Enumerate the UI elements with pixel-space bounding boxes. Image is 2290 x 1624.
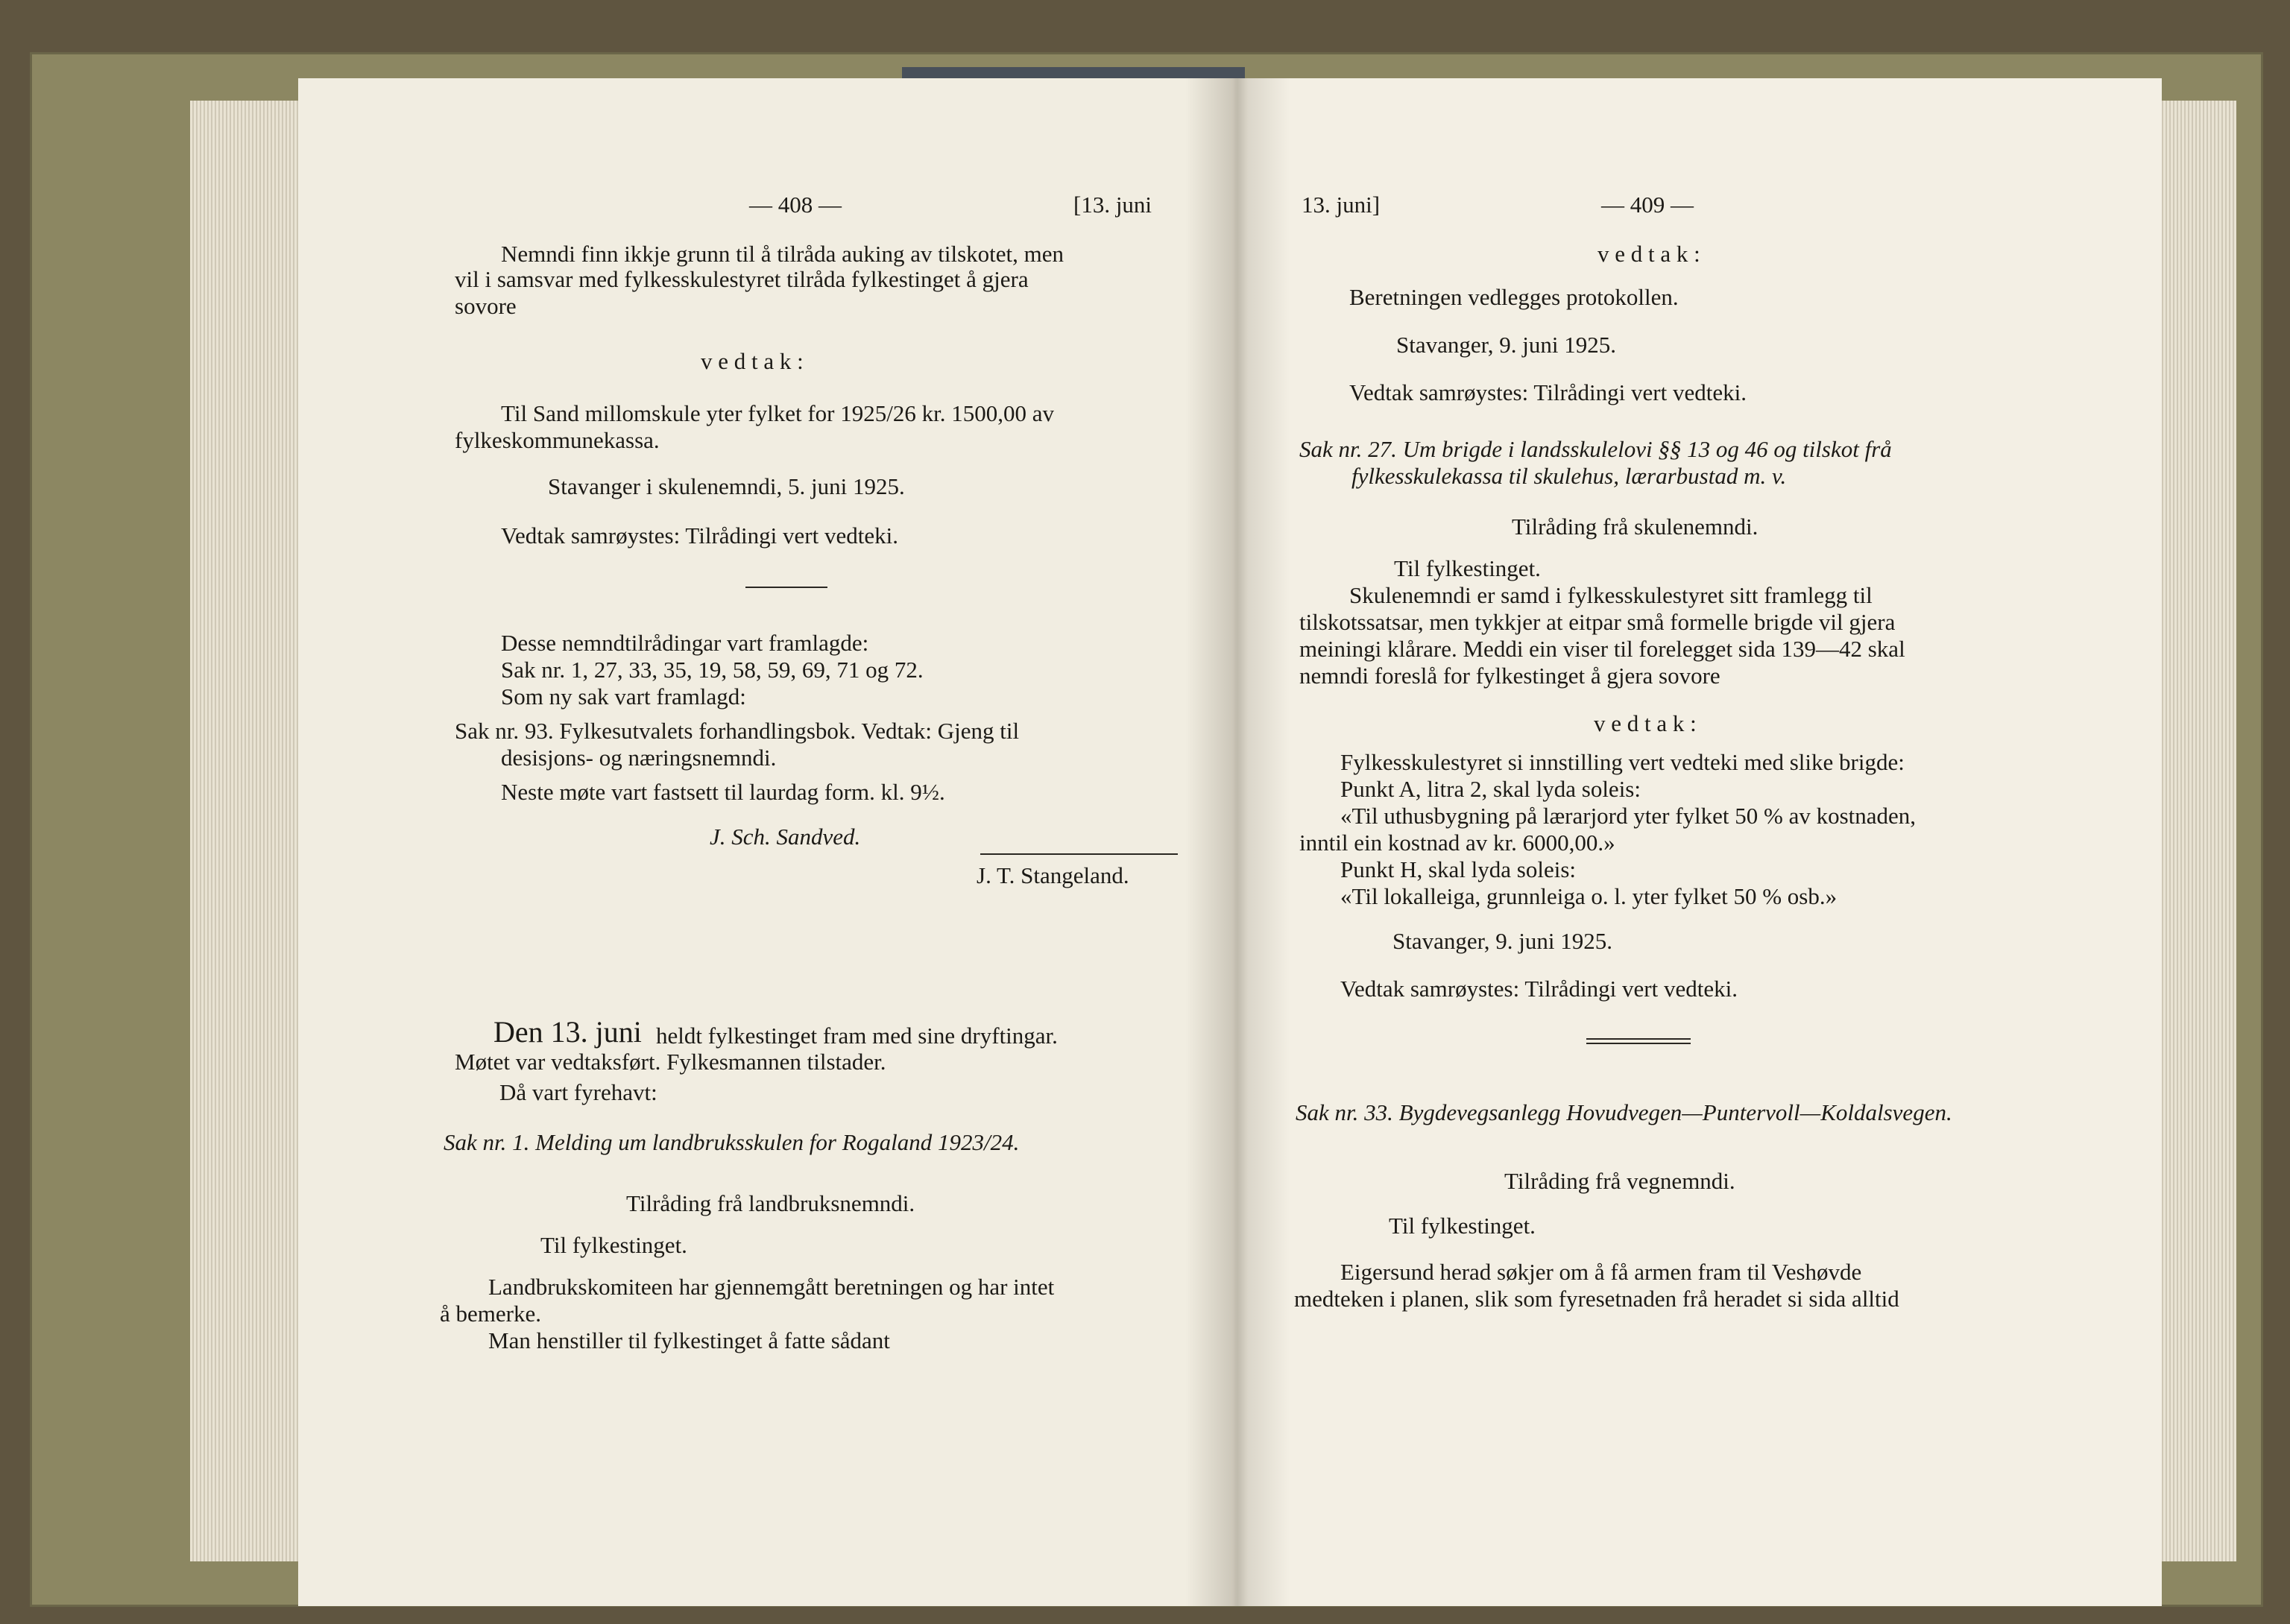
case-title: fylkesskulekassa til skulehus, lærarbustad m. v. bbox=[1351, 463, 1787, 489]
separator-rule bbox=[1586, 1043, 1691, 1044]
text-line: Beretningen vedlegges protokollen. bbox=[1349, 284, 1679, 310]
left-page bbox=[298, 78, 1237, 1606]
case-title: Sak nr. 27. Um brigde i landsskulelovi §§ 13 og 46 og tilskot frå bbox=[1299, 436, 1892, 462]
signature: J. Sch. Sandved. bbox=[710, 824, 861, 850]
section-heading: v e d t a k : bbox=[1597, 241, 1700, 267]
text-line: Eigersund herad søkjer om å få armen fram til Veshøvde bbox=[1340, 1259, 1862, 1285]
text-line: «Til uthusbygning på lærarjord yter fylket 50 % av kostnaden, bbox=[1340, 803, 1917, 829]
page-number: — 408 — bbox=[749, 192, 842, 218]
case-title: Sak nr. 1. Melding um landbruksskulen for Rogaland 1923/24. bbox=[444, 1129, 1020, 1155]
text-line: meiningi klårare. Meddi ein viser til forelegget sida 139—42 skal bbox=[1299, 636, 1905, 662]
section-heading: Tilråding frå landbruksnemndi. bbox=[626, 1190, 915, 1216]
text-line: Vedtak samrøystes: Tilrådingi vert vedteki. bbox=[501, 522, 898, 549]
text-line: Sak nr. 1, 27, 33, 35, 19, 58, 59, 69, 71 og 72. bbox=[501, 657, 924, 683]
text-line: Nemndi finn ikkje grunn til å tilråda auking av tilskotet, men bbox=[501, 241, 1064, 267]
text-line: Til Sand millomskule yter fylket for 1925/26 kr. 1500,00 av bbox=[501, 400, 1054, 426]
signature: J. T. Stangeland. bbox=[977, 862, 1129, 888]
running-head: [13. juni bbox=[1073, 192, 1152, 218]
text-line: desisjons- og næringsnemndi. bbox=[501, 745, 777, 771]
text-line: Stavanger i skulenemndi, 5. juni 1925. bbox=[548, 473, 905, 499]
text-line: Til fylkestinget. bbox=[1389, 1213, 1536, 1239]
right-page bbox=[1236, 78, 2162, 1606]
text-line: medteken i planen, slik som fyresetnaden frå heradet si sida alltid bbox=[1294, 1286, 1899, 1312]
text-line: Vedtak samrøystes: Tilrådingi vert vedteki. bbox=[1349, 379, 1747, 405]
text-line: inntil ein kostnad av kr. 6000,00.» bbox=[1299, 830, 1615, 856]
text-line: «Til lokalleiga, grunnleiga o. l. yter fylket 50 % osb.» bbox=[1340, 883, 1838, 909]
text-line: heldt fylkestinget fram med sine dryftingar. bbox=[656, 1023, 1058, 1049]
date-heading: Den 13. juni bbox=[493, 1015, 642, 1049]
case-title: Sak nr. 33. Bygdevegsanlegg Hovudvegen—Puntervoll—Koldalsvegen. bbox=[1296, 1099, 1952, 1125]
text-line: tilskotssatsar, men tykkjer at eitpar små formelle brigde vil gjera bbox=[1299, 609, 1896, 635]
text-line: Punkt A, litra 2, skal lyda soleis: bbox=[1340, 776, 1641, 802]
text-line: Til fylkestinget. bbox=[1394, 555, 1541, 581]
text-line: Vedtak samrøystes: Tilrådingi vert vedteki. bbox=[1340, 976, 1738, 1002]
section-heading: v e d t a k : bbox=[701, 348, 804, 374]
text-line: Neste møte vart fastsett til laurdag form. kl. 9½. bbox=[501, 779, 945, 805]
text-line: sovore bbox=[455, 293, 517, 319]
separator-rule bbox=[745, 587, 827, 588]
book-gutter bbox=[1185, 78, 1290, 1606]
text-line: Stavanger, 9. juni 1925. bbox=[1396, 332, 1616, 358]
signature-rule bbox=[980, 853, 1178, 855]
text-line: Då vart fyrehavt: bbox=[499, 1079, 657, 1105]
text-line: Skulenemndi er samd i fylkesskulestyret sitt framlegg til bbox=[1349, 582, 1873, 608]
page-number: — 409 — bbox=[1601, 192, 1694, 218]
running-head: 13. juni] bbox=[1302, 192, 1381, 218]
text-line: Punkt H, skal lyda soleis: bbox=[1340, 856, 1577, 882]
text-line: Fylkesskulestyret si innstilling vert vedteki med slike brigde: bbox=[1340, 749, 1905, 775]
text-line: Man henstiller til fylkestinget å fatte sådant bbox=[488, 1327, 890, 1353]
section-heading: Tilråding frå vegnemndi. bbox=[1504, 1168, 1735, 1194]
text-line: fylkeskommunekassa. bbox=[455, 427, 660, 453]
text-line: Landbrukskomiteen har gjennemgått beretningen og har intet bbox=[488, 1274, 1055, 1300]
text-line: nemndi foreslå for fylkestinget å gjera sovore bbox=[1299, 663, 1720, 689]
text-line: Til fylkestinget. bbox=[540, 1232, 687, 1258]
text-line: Sak nr. 93. Fylkesutvalets forhandlingsbok. Vedtak: Gjeng til bbox=[455, 718, 1020, 744]
section-heading: Tilråding frå skulenemndi. bbox=[1512, 514, 1758, 540]
section-heading: v e d t a k : bbox=[1594, 710, 1697, 736]
text-line: Møtet var vedtaksført. Fylkesmannen tilstader. bbox=[455, 1049, 886, 1075]
text-line: Desse nemndtilrådingar vart framlagde: bbox=[501, 630, 869, 656]
text-line: Stavanger, 9. juni 1925. bbox=[1392, 928, 1612, 954]
separator-rule bbox=[1586, 1038, 1691, 1040]
text-line: vil i samsvar med fylkesskulestyret tilråda fylkestinget å gjera bbox=[455, 266, 1029, 292]
text-line: Som ny sak vart framlagd: bbox=[501, 683, 746, 710]
text-line: å bemerke. bbox=[440, 1301, 541, 1327]
